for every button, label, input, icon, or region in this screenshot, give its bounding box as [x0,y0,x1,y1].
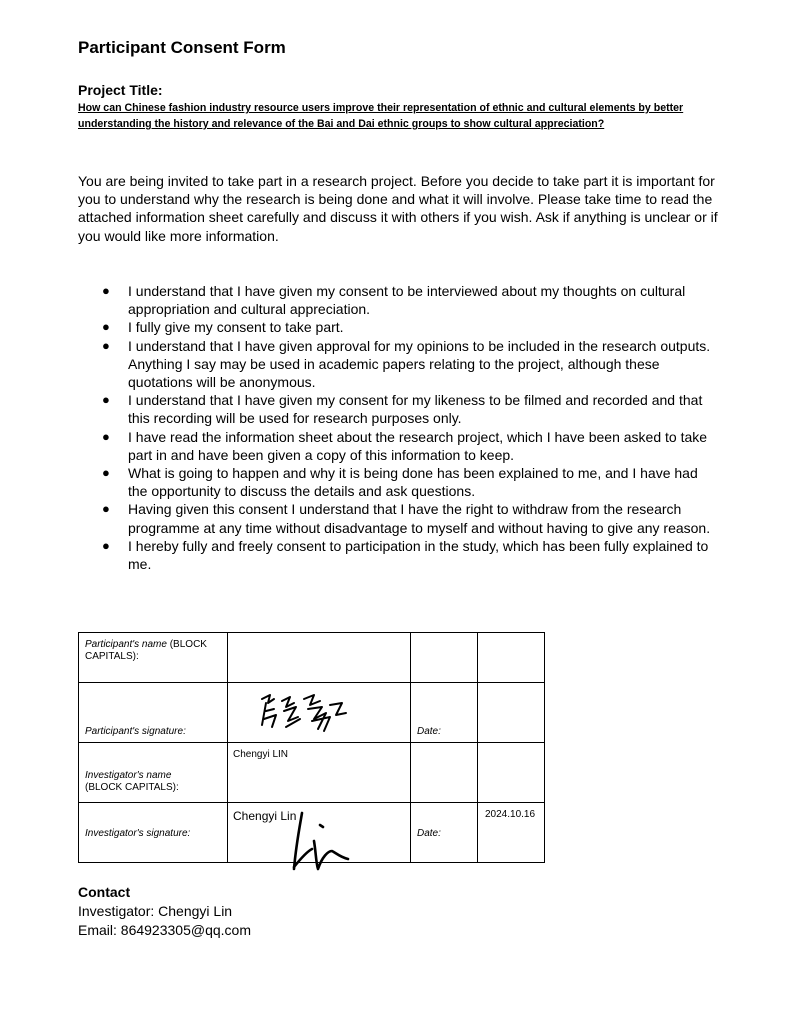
consent-statement-text: I understand that I have given approval for my opinions to be included in the research outputs. Anything I say may be used in academic papers relating to the project, although these quotations will be anonymous. [128,337,711,391]
project-title-label: Project Title: [78,82,163,98]
participant-date-label-cell [411,683,478,743]
investigator-name-label-cell [79,743,228,803]
contact-investigator: Investigator: Chengyi Lin [78,903,233,919]
bullet-icon: ● [102,537,110,553]
intro-paragraph: You are being invited to take part in a research project. Before you decide to take part it is important for you to understand why the research is being done and what it will involve. Please take time to read the attached information sheet carefully and discuss it with others if you wish. Ask if anything is unclear or if you would like more information. [78,173,718,244]
consent-statement [100,391,720,427]
investigator-handwritten-signature [292,811,352,875]
investigator-name-label: Investigator's name (BLOCK CAPITALS): [85,770,179,793]
investigator-name-extra-cell-2 [478,743,545,803]
bullet-icon: ● [102,337,110,353]
investigator-name-value: Chengyi LIN [233,749,289,760]
consent-statement-text: I hereby fully and freely consent to participation in the study, which has been fully explained to me. [128,537,709,573]
consent-statement-text: I fully give my consent to take part. [128,319,344,336]
bullet-icon: ● [102,501,110,517]
consent-statement [100,318,720,336]
consent-statement-text: Having given this consent I understand that I have the right to withdraw from the research programme at any time without disadvantage to myself and without having to give any reason. [128,501,711,536]
bullet-icon: ● [102,319,110,335]
participant-date-label: Date: [417,726,441,737]
investigator-signature-row [79,803,545,863]
investigator-name-extra-cell [411,743,478,803]
participant-name-extra-cell-2 [478,633,545,683]
consent-statement [100,337,720,392]
bullet-icon: ● [102,428,110,444]
investigator-date-label-cell [411,803,478,863]
participant-name-extra-cell [411,633,478,683]
participant-date-value-cell[interactable] [478,683,545,743]
participant-signature-cell[interactable] [228,683,411,743]
investigator-signature-label-cell [79,803,228,863]
consent-statement [100,464,720,500]
investigator-name-row [79,743,545,803]
contact-heading: Contact [78,884,131,900]
participant-handwritten-signature [256,689,352,735]
participant-name-value-cell[interactable] [228,633,411,683]
contact-email: Email: 864923305@qq.com [78,922,251,938]
investigator-date-value-cell[interactable] [478,803,545,863]
consent-statement [100,282,720,318]
participant-name-label-cell [79,633,228,683]
form-title: Participant Consent Form [78,38,286,57]
consent-statement-text: I understand that I have given my consent for my likeness to be filmed and recorded and that this recording will be used for research purposes only. [128,392,703,427]
investigator-signature-cell[interactable] [228,803,411,863]
participant-signature-label: Participant's signature: [85,726,186,737]
consent-statement [100,500,720,536]
participant-name-label: Participant's name (BLOCK CAPITALS): [85,639,207,662]
investigator-name-value-cell[interactable] [228,743,411,803]
consent-statement [100,537,720,573]
project-title-text: How can Chinese fashion industry resource users improve their representation of ethnic and cultural elements by better understanding the history and relevance of the Bai and Dai ethnic groups to show cultural appreciation? [78,102,684,130]
investigator-signature-label: Investigator's signature: [85,828,191,839]
participant-signature-row [79,683,545,743]
investigator-date-value: 2024.10.16 [485,809,536,820]
bullet-icon: ● [102,465,110,481]
participant-signature-label-cell [79,683,228,743]
signature-table [78,632,545,863]
bullet-icon: ● [102,283,110,298]
bullet-icon: ● [102,392,110,408]
investigator-signature-text: Chengyi Lin [233,809,297,823]
consent-statement-text: I understand that I have given my consent to be interviewed about my thoughts on cultural appropriation and cultural appreciation. [128,283,686,318]
consent-statement [100,428,720,464]
consent-statement-text: I have read the information sheet about the research project, which I have been asked to take part in and have been given a copy of this information to keep. [128,428,708,463]
investigator-date-label: Date: [417,828,441,839]
participant-name-row [79,633,545,683]
consent-statement-text: What is going to happen and why it is being done has been explained to me, and I have had the opportunity to discuss the details and ask questions. [128,465,698,500]
consent-statements-list [100,282,720,573]
